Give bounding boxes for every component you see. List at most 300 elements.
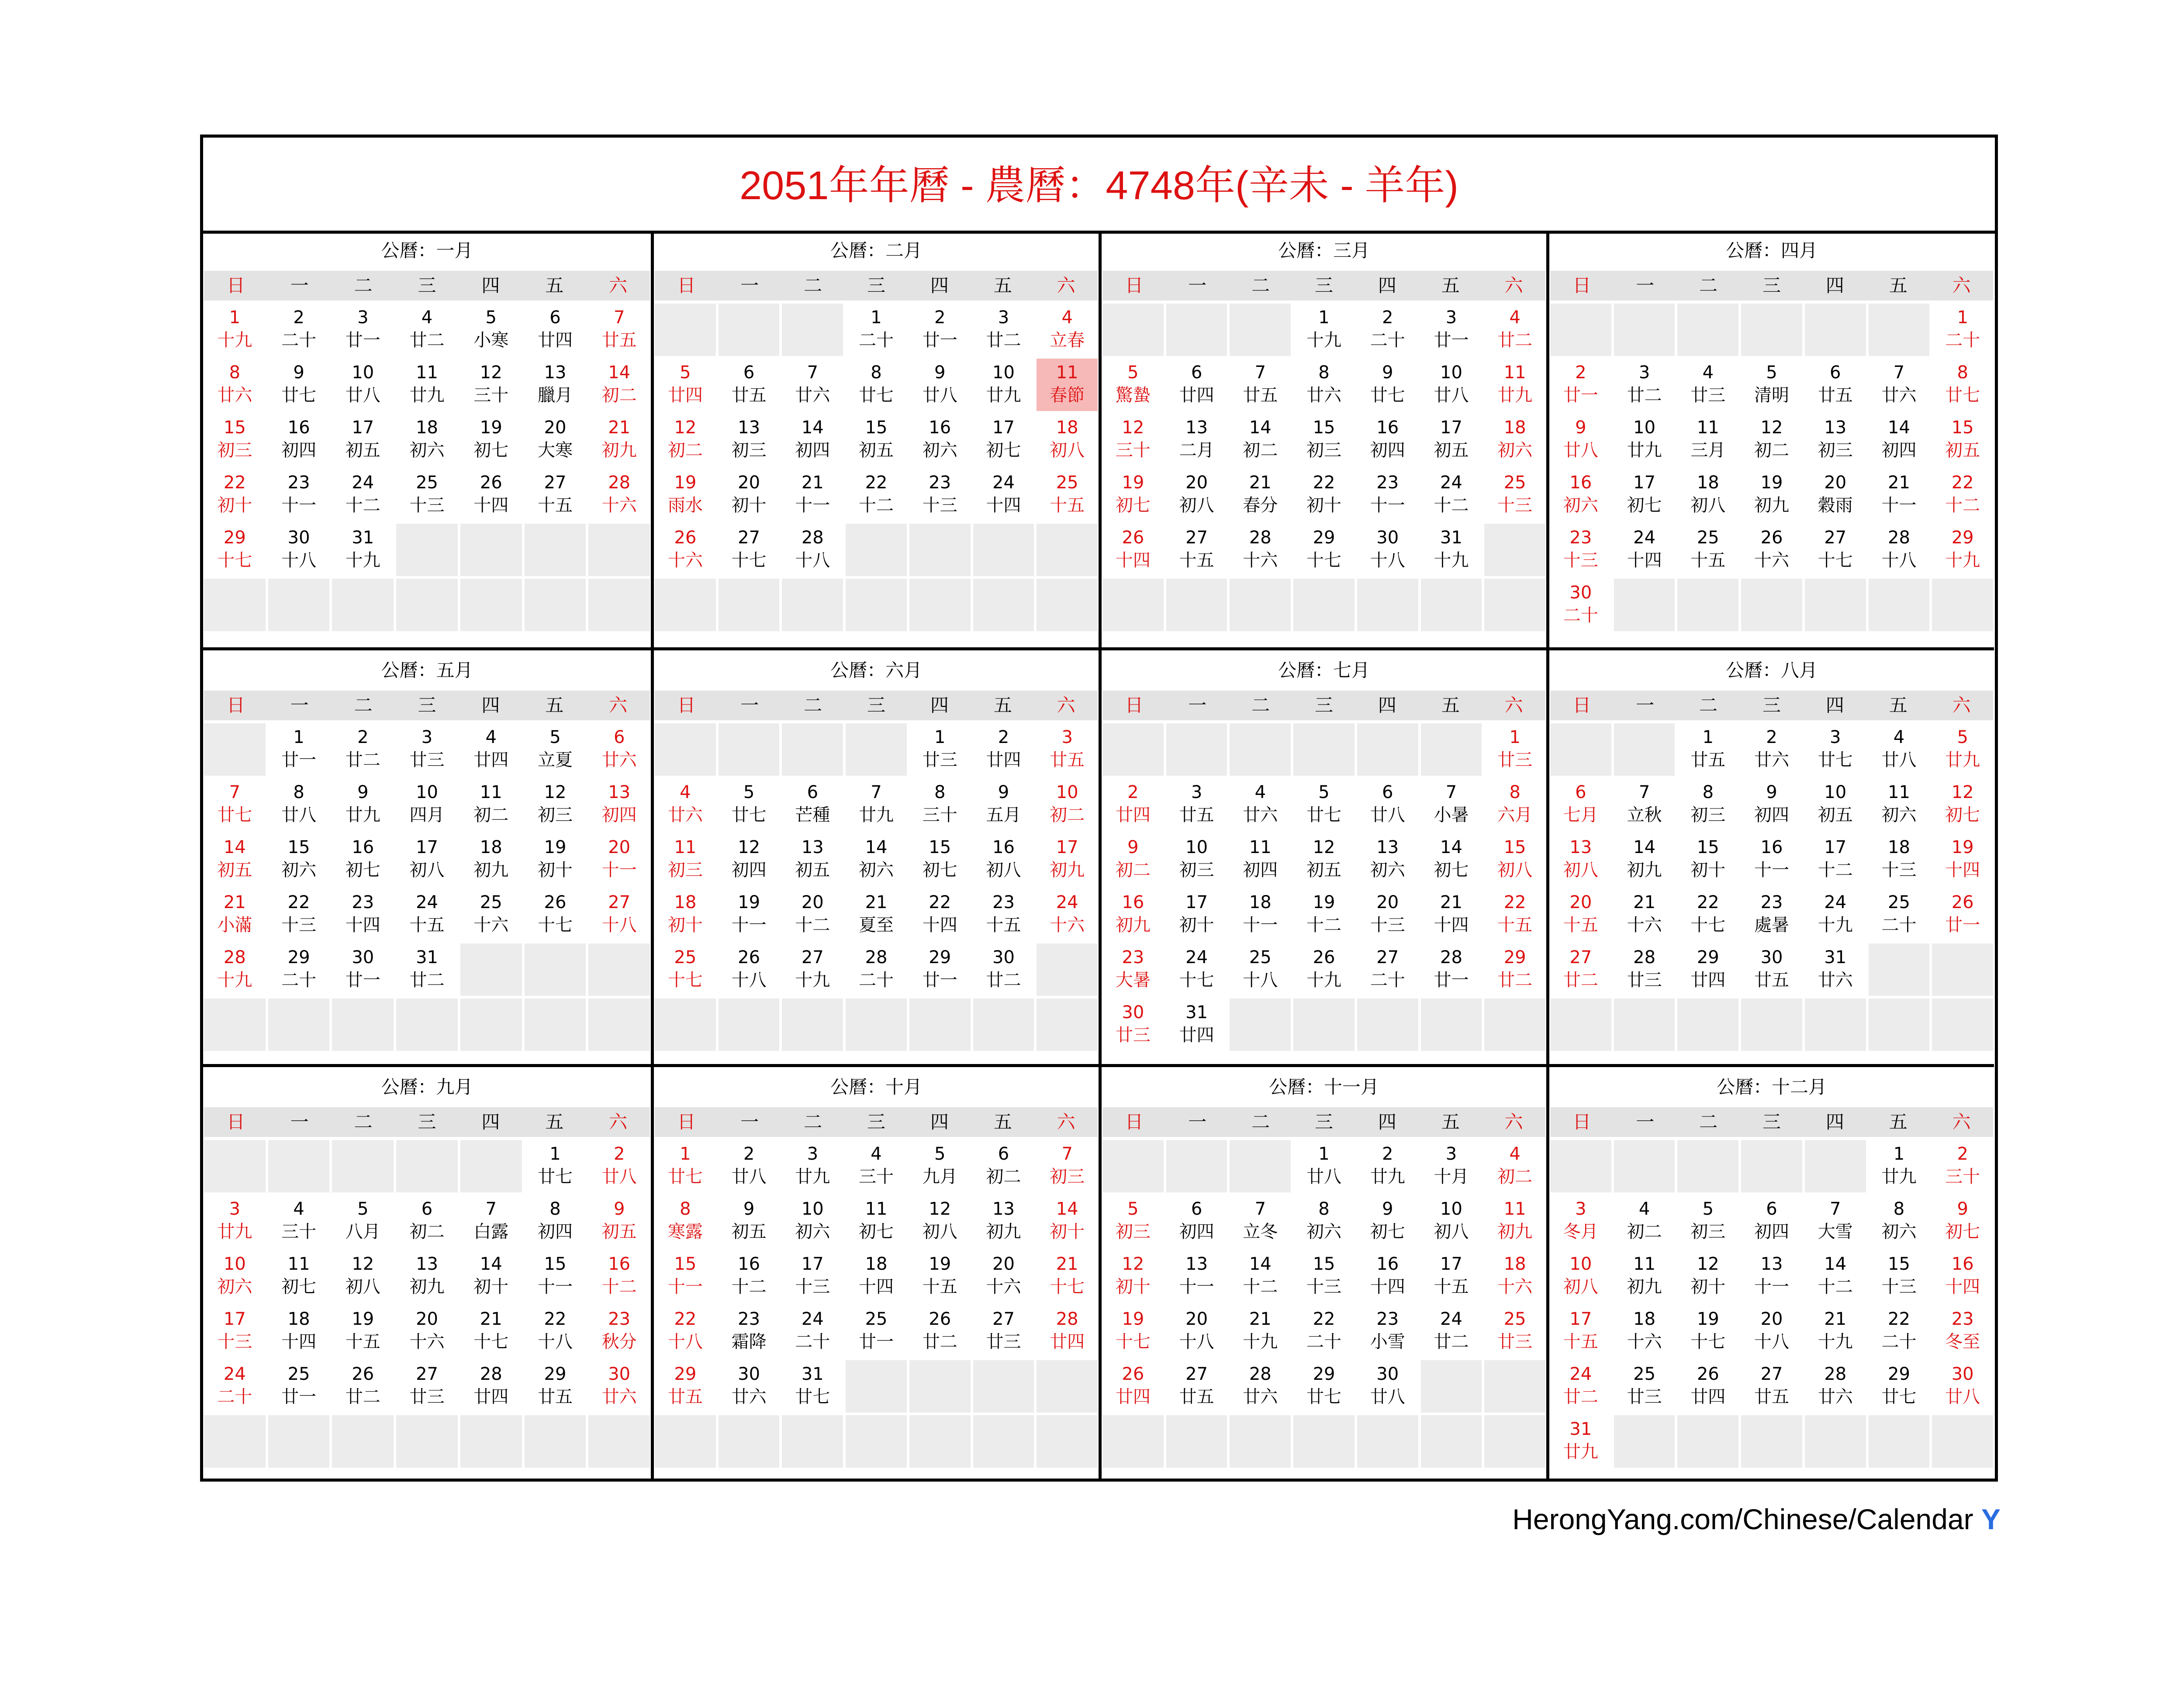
day-cell[interactable] — [1421, 414, 1482, 466]
day-cell[interactable] — [973, 1305, 1034, 1358]
day-cell[interactable] — [332, 1305, 394, 1358]
day-cell[interactable] — [1421, 1195, 1482, 1247]
day-cell[interactable] — [1677, 414, 1738, 466]
day-cell[interactable] — [204, 943, 266, 996]
day-cell[interactable] — [525, 1140, 586, 1192]
day-cell[interactable] — [204, 833, 266, 886]
day-cell[interactable] — [909, 1195, 971, 1247]
day-cell[interactable] — [1166, 1195, 1227, 1247]
day-cell[interactable] — [1037, 304, 1098, 356]
day-cell[interactable] — [1421, 778, 1482, 831]
day-cell[interactable] — [1421, 524, 1482, 576]
day-cell[interactable] — [1677, 723, 1738, 776]
day-cell[interactable] — [268, 778, 330, 831]
day-cell[interactable] — [460, 1250, 522, 1303]
day-cell[interactable] — [1869, 778, 1930, 831]
day-cell[interactable] — [1677, 469, 1738, 521]
day-cell[interactable] — [1805, 1250, 1866, 1303]
day-cell[interactable] — [1484, 943, 1545, 996]
day-cell[interactable] — [782, 469, 843, 521]
day-cell[interactable] — [1357, 304, 1418, 356]
day-cell[interactable] — [1805, 1360, 1866, 1413]
day-cell[interactable] — [460, 1195, 522, 1247]
day-cell[interactable] — [396, 723, 458, 776]
day-cell[interactable] — [782, 1305, 843, 1358]
day-cell[interactable] — [1166, 524, 1227, 576]
day-cell[interactable] — [588, 1195, 650, 1247]
day-cell[interactable] — [396, 469, 458, 521]
day-cell[interactable] — [719, 1305, 780, 1358]
day-cell[interactable] — [1484, 414, 1545, 466]
day-cell[interactable] — [1741, 778, 1802, 831]
day-cell[interactable] — [588, 1250, 650, 1303]
day-cell[interactable] — [782, 1360, 843, 1413]
day-cell[interactable] — [332, 1250, 394, 1303]
day-cell[interactable] — [1869, 469, 1930, 521]
day-cell[interactable] — [588, 469, 650, 521]
day-cell[interactable] — [1614, 414, 1675, 466]
day-cell[interactable] — [1293, 778, 1355, 831]
day-cell[interactable] — [1869, 524, 1930, 576]
footer-url[interactable]: HerongYang.com/Chinese/Calendar — [1512, 1503, 1973, 1535]
day-cell[interactable] — [1293, 888, 1355, 941]
day-cell[interactable] — [1550, 469, 1611, 521]
day-cell[interactable] — [268, 524, 330, 576]
day-cell[interactable] — [525, 1360, 586, 1413]
day-cell[interactable] — [1614, 778, 1675, 831]
day-cell[interactable] — [782, 414, 843, 466]
day-cell[interactable] — [1293, 414, 1355, 466]
day-cell[interactable] — [1102, 1195, 1164, 1247]
day-cell[interactable] — [1102, 833, 1164, 886]
day-cell[interactable] — [1166, 414, 1227, 466]
day-cell[interactable] — [655, 1195, 716, 1247]
day-cell[interactable] — [1484, 778, 1545, 831]
day-cell[interactable] — [1484, 1195, 1545, 1247]
day-cell[interactable] — [525, 778, 586, 831]
day-cell[interactable] — [1741, 1305, 1802, 1358]
day-cell[interactable] — [782, 943, 843, 996]
day-cell[interactable] — [782, 778, 843, 831]
day-cell[interactable] — [1869, 1140, 1930, 1192]
day-cell[interactable] — [1230, 778, 1291, 831]
day-cell[interactable] — [1357, 1195, 1418, 1247]
day-cell[interactable] — [268, 833, 330, 886]
day-cell[interactable] — [525, 1250, 586, 1303]
day-cell[interactable] — [1484, 1305, 1545, 1358]
day-cell[interactable] — [1102, 469, 1164, 521]
day-cell[interactable] — [1102, 524, 1164, 576]
day-cell[interactable] — [973, 469, 1034, 521]
day-cell[interactable] — [204, 1360, 266, 1413]
day-cell[interactable] — [204, 304, 266, 356]
day-cell[interactable] — [973, 833, 1034, 886]
day-cell[interactable] — [1421, 1250, 1482, 1303]
day-cell[interactable] — [1677, 1195, 1738, 1247]
day-cell[interactable] — [1230, 833, 1291, 886]
day-cell[interactable] — [396, 1360, 458, 1413]
day-cell[interactable] — [782, 1140, 843, 1192]
day-cell[interactable] — [460, 1305, 522, 1358]
day-cell[interactable] — [1741, 359, 1802, 411]
day-cell[interactable] — [1932, 833, 1993, 886]
day-cell[interactable] — [268, 414, 330, 466]
day-cell[interactable] — [1102, 1360, 1164, 1413]
day-cell[interactable] — [1293, 1360, 1355, 1413]
day-cell[interactable] — [1932, 778, 1993, 831]
day-cell[interactable] — [396, 414, 458, 466]
day-cell[interactable] — [1614, 1360, 1675, 1413]
day-cell[interactable] — [973, 414, 1034, 466]
day-cell[interactable] — [1230, 943, 1291, 996]
day-cell[interactable] — [1102, 414, 1164, 466]
day-cell[interactable] — [846, 359, 907, 411]
day-cell[interactable] — [268, 1250, 330, 1303]
day-cell[interactable] — [1741, 414, 1802, 466]
day-cell[interactable] — [1614, 1305, 1675, 1358]
day-cell[interactable] — [909, 1305, 971, 1358]
day-cell[interactable] — [655, 888, 716, 941]
day-cell[interactable] — [1741, 524, 1802, 576]
day-cell[interactable] — [332, 524, 394, 576]
day-cell[interactable] — [268, 943, 330, 996]
day-cell[interactable] — [268, 1360, 330, 1413]
day-cell[interactable] — [460, 1360, 522, 1413]
day-cell[interactable] — [1037, 1140, 1098, 1192]
day-cell[interactable] — [1166, 943, 1227, 996]
day-cell[interactable] — [909, 888, 971, 941]
day-cell[interactable] — [1677, 1305, 1738, 1358]
day-cell[interactable] — [1869, 833, 1930, 886]
day-cell[interactable] — [1230, 469, 1291, 521]
day-cell[interactable] — [396, 833, 458, 886]
day-cell[interactable] — [846, 778, 907, 831]
day-cell[interactable] — [1932, 1360, 1993, 1413]
day-cell[interactable] — [1614, 833, 1675, 886]
day-cell[interactable] — [1484, 1250, 1545, 1303]
day-cell[interactable] — [1805, 833, 1866, 886]
day-cell[interactable] — [655, 1250, 716, 1303]
day-cell[interactable] — [460, 414, 522, 466]
day-cell[interactable] — [1805, 1305, 1866, 1358]
day-cell[interactable] — [1037, 1305, 1098, 1358]
day-cell[interactable] — [655, 469, 716, 521]
day-cell[interactable] — [719, 888, 780, 941]
day-cell[interactable] — [909, 833, 971, 886]
day-cell[interactable] — [1741, 943, 1802, 996]
day-cell[interactable] — [1550, 833, 1611, 886]
day-cell[interactable] — [588, 1360, 650, 1413]
day-cell[interactable] — [332, 943, 394, 996]
day-cell[interactable] — [1293, 1250, 1355, 1303]
day-cell[interactable] — [525, 1195, 586, 1247]
day-cell[interactable] — [1037, 833, 1098, 886]
day-cell[interactable] — [655, 359, 716, 411]
day-cell[interactable] — [1421, 1140, 1482, 1192]
day-cell[interactable] — [1677, 524, 1738, 576]
day-cell[interactable] — [909, 943, 971, 996]
day-cell[interactable] — [973, 943, 1034, 996]
day-cell[interactable] — [1037, 723, 1098, 776]
day-cell[interactable] — [396, 778, 458, 831]
day-cell[interactable] — [1102, 359, 1164, 411]
day-cell[interactable] — [1550, 524, 1611, 576]
day-cell[interactable] — [973, 888, 1034, 941]
day-cell[interactable] — [846, 1195, 907, 1247]
day-cell[interactable] — [396, 304, 458, 356]
day-cell[interactable] — [1677, 888, 1738, 941]
day-cell[interactable] — [719, 414, 780, 466]
day-cell[interactable] — [1805, 524, 1866, 576]
day-cell[interactable] — [1869, 1360, 1930, 1413]
day-cell[interactable] — [719, 524, 780, 576]
day-cell[interactable] — [332, 304, 394, 356]
day-cell[interactable] — [204, 524, 266, 576]
day-cell[interactable] — [1166, 1360, 1227, 1413]
day-cell[interactable] — [525, 469, 586, 521]
day-cell[interactable] — [204, 469, 266, 521]
day-cell[interactable] — [1166, 469, 1227, 521]
day-cell[interactable] — [909, 359, 971, 411]
day-cell[interactable] — [655, 943, 716, 996]
day-cell[interactable] — [1357, 1305, 1418, 1358]
day-cell[interactable] — [909, 414, 971, 466]
day-cell[interactable] — [1293, 1305, 1355, 1358]
day-cell[interactable] — [1037, 359, 1098, 411]
day-cell[interactable] — [1166, 778, 1227, 831]
day-cell[interactable] — [588, 778, 650, 831]
day-cell[interactable] — [1357, 359, 1418, 411]
day-cell[interactable] — [525, 723, 586, 776]
day-cell[interactable] — [1230, 888, 1291, 941]
day-cell[interactable] — [846, 1305, 907, 1358]
day-cell[interactable] — [1741, 723, 1802, 776]
day-cell[interactable] — [909, 723, 971, 776]
day-cell[interactable] — [1741, 833, 1802, 886]
day-cell[interactable] — [460, 778, 522, 831]
day-cell[interactable] — [525, 1305, 586, 1358]
day-cell[interactable] — [1869, 723, 1930, 776]
day-cell[interactable] — [655, 1360, 716, 1413]
day-cell[interactable] — [1421, 359, 1482, 411]
day-cell[interactable] — [909, 1140, 971, 1192]
day-cell[interactable] — [719, 943, 780, 996]
day-cell[interactable] — [1293, 359, 1355, 411]
day-cell[interactable] — [973, 359, 1034, 411]
day-cell[interactable] — [1357, 1250, 1418, 1303]
day-cell[interactable] — [332, 723, 394, 776]
day-cell[interactable] — [1614, 359, 1675, 411]
day-cell[interactable] — [1230, 414, 1291, 466]
day-cell[interactable] — [460, 469, 522, 521]
day-cell[interactable] — [1550, 888, 1611, 941]
day-cell[interactable] — [1166, 1250, 1227, 1303]
day-cell[interactable] — [1932, 359, 1993, 411]
day-cell[interactable] — [1484, 1140, 1545, 1192]
day-cell[interactable] — [1102, 778, 1164, 831]
day-cell[interactable] — [719, 1195, 780, 1247]
day-cell[interactable] — [1932, 469, 1993, 521]
day-cell[interactable] — [1230, 524, 1291, 576]
day-cell[interactable] — [1357, 778, 1418, 831]
day-cell[interactable] — [460, 833, 522, 886]
day-cell[interactable] — [268, 1195, 330, 1247]
day-cell[interactable] — [332, 1195, 394, 1247]
day-cell[interactable] — [460, 359, 522, 411]
day-cell[interactable] — [396, 359, 458, 411]
day-cell[interactable] — [1869, 414, 1930, 466]
day-cell[interactable] — [525, 359, 586, 411]
day-cell[interactable] — [204, 888, 266, 941]
day-cell[interactable] — [1357, 833, 1418, 886]
day-cell[interactable] — [460, 888, 522, 941]
day-cell[interactable] — [1357, 943, 1418, 996]
day-cell[interactable] — [1805, 359, 1866, 411]
day-cell[interactable] — [1677, 943, 1738, 996]
day-cell[interactable] — [204, 778, 266, 831]
day-cell[interactable] — [1166, 999, 1227, 1051]
day-cell[interactable] — [460, 723, 522, 776]
day-cell[interactable] — [782, 1195, 843, 1247]
day-cell[interactable] — [655, 414, 716, 466]
day-cell[interactable] — [1166, 888, 1227, 941]
day-cell[interactable] — [588, 833, 650, 886]
day-cell[interactable] — [1293, 943, 1355, 996]
day-cell[interactable] — [588, 304, 650, 356]
day-cell[interactable] — [655, 833, 716, 886]
day-cell[interactable] — [1421, 1305, 1482, 1358]
day-cell[interactable] — [1484, 469, 1545, 521]
day-cell[interactable] — [1805, 414, 1866, 466]
day-cell[interactable] — [719, 833, 780, 886]
day-cell[interactable] — [204, 1305, 266, 1358]
day-cell[interactable] — [268, 1305, 330, 1358]
day-cell[interactable] — [1550, 778, 1611, 831]
day-cell[interactable] — [1102, 1305, 1164, 1358]
day-cell[interactable] — [1932, 888, 1993, 941]
day-cell[interactable] — [1230, 359, 1291, 411]
day-cell[interactable] — [1805, 943, 1866, 996]
day-cell[interactable] — [973, 1250, 1034, 1303]
day-cell[interactable] — [1550, 414, 1611, 466]
day-cell[interactable] — [588, 414, 650, 466]
day-cell[interactable] — [1805, 888, 1866, 941]
day-cell[interactable] — [655, 524, 716, 576]
day-cell[interactable] — [1550, 1360, 1611, 1413]
day-cell[interactable] — [1677, 833, 1738, 886]
day-cell[interactable] — [588, 888, 650, 941]
day-cell[interactable] — [204, 359, 266, 411]
day-cell[interactable] — [655, 778, 716, 831]
day-cell[interactable] — [1550, 943, 1611, 996]
day-cell[interactable] — [1166, 1305, 1227, 1358]
day-cell[interactable] — [204, 1195, 266, 1247]
day-cell[interactable] — [1293, 1195, 1355, 1247]
day-cell[interactable] — [655, 1140, 716, 1192]
day-cell[interactable] — [1805, 469, 1866, 521]
day-cell[interactable] — [1230, 1195, 1291, 1247]
day-cell[interactable] — [1357, 414, 1418, 466]
day-cell[interactable] — [909, 1250, 971, 1303]
day-cell[interactable] — [1932, 1140, 1993, 1192]
day-cell[interactable] — [1550, 1415, 1611, 1468]
day-cell[interactable] — [332, 1360, 394, 1413]
day-cell[interactable] — [268, 888, 330, 941]
day-cell[interactable] — [1550, 1250, 1611, 1303]
day-cell[interactable] — [719, 778, 780, 831]
day-cell[interactable] — [1484, 359, 1545, 411]
day-cell[interactable] — [1932, 304, 1993, 356]
day-cell[interactable] — [1805, 1195, 1866, 1247]
day-cell[interactable] — [332, 414, 394, 466]
day-cell[interactable] — [1166, 833, 1227, 886]
day-cell[interactable] — [846, 888, 907, 941]
day-cell[interactable] — [588, 723, 650, 776]
day-cell[interactable] — [588, 1140, 650, 1192]
day-cell[interactable] — [1741, 1250, 1802, 1303]
day-cell[interactable] — [1357, 1360, 1418, 1413]
day-cell[interactable] — [396, 1195, 458, 1247]
day-cell[interactable] — [1805, 723, 1866, 776]
day-cell[interactable] — [1484, 723, 1545, 776]
day-cell[interactable] — [1484, 304, 1545, 356]
day-cell[interactable] — [1421, 304, 1482, 356]
day-cell[interactable] — [1037, 778, 1098, 831]
day-cell[interactable] — [268, 304, 330, 356]
day-cell[interactable] — [1614, 1195, 1675, 1247]
day-cell[interactable] — [1677, 1250, 1738, 1303]
day-cell[interactable] — [909, 304, 971, 356]
day-cell[interactable] — [782, 833, 843, 886]
day-cell[interactable] — [396, 1305, 458, 1358]
day-cell[interactable] — [332, 833, 394, 886]
day-cell[interactable] — [460, 304, 522, 356]
day-cell[interactable] — [1293, 833, 1355, 886]
day-cell[interactable] — [846, 1140, 907, 1192]
day-cell[interactable] — [204, 1250, 266, 1303]
day-cell[interactable] — [1230, 1250, 1291, 1303]
day-cell[interactable] — [973, 723, 1034, 776]
day-cell[interactable] — [1421, 943, 1482, 996]
day-cell[interactable] — [1550, 579, 1611, 631]
day-cell[interactable] — [1421, 469, 1482, 521]
day-cell[interactable] — [1166, 359, 1227, 411]
day-cell[interactable] — [588, 1305, 650, 1358]
day-cell[interactable] — [1357, 1140, 1418, 1192]
day-cell[interactable] — [1037, 1250, 1098, 1303]
day-cell[interactable] — [1932, 1250, 1993, 1303]
day-cell[interactable] — [719, 469, 780, 521]
day-cell[interactable] — [1550, 1195, 1611, 1247]
day-cell[interactable] — [396, 1250, 458, 1303]
day-cell[interactable] — [1357, 469, 1418, 521]
day-cell[interactable] — [1230, 1360, 1291, 1413]
day-cell[interactable] — [719, 1360, 780, 1413]
day-cell[interactable] — [1293, 1140, 1355, 1192]
day-cell[interactable] — [1421, 833, 1482, 886]
day-cell[interactable] — [1550, 1305, 1611, 1358]
day-cell[interactable] — [1357, 524, 1418, 576]
day-cell[interactable] — [846, 833, 907, 886]
day-cell[interactable] — [1293, 469, 1355, 521]
day-cell[interactable] — [719, 1140, 780, 1192]
day-cell[interactable] — [1932, 723, 1993, 776]
day-cell[interactable] — [588, 359, 650, 411]
day-cell[interactable] — [719, 1250, 780, 1303]
day-cell[interactable] — [846, 943, 907, 996]
day-cell[interactable] — [846, 414, 907, 466]
day-cell[interactable] — [1741, 1360, 1802, 1413]
